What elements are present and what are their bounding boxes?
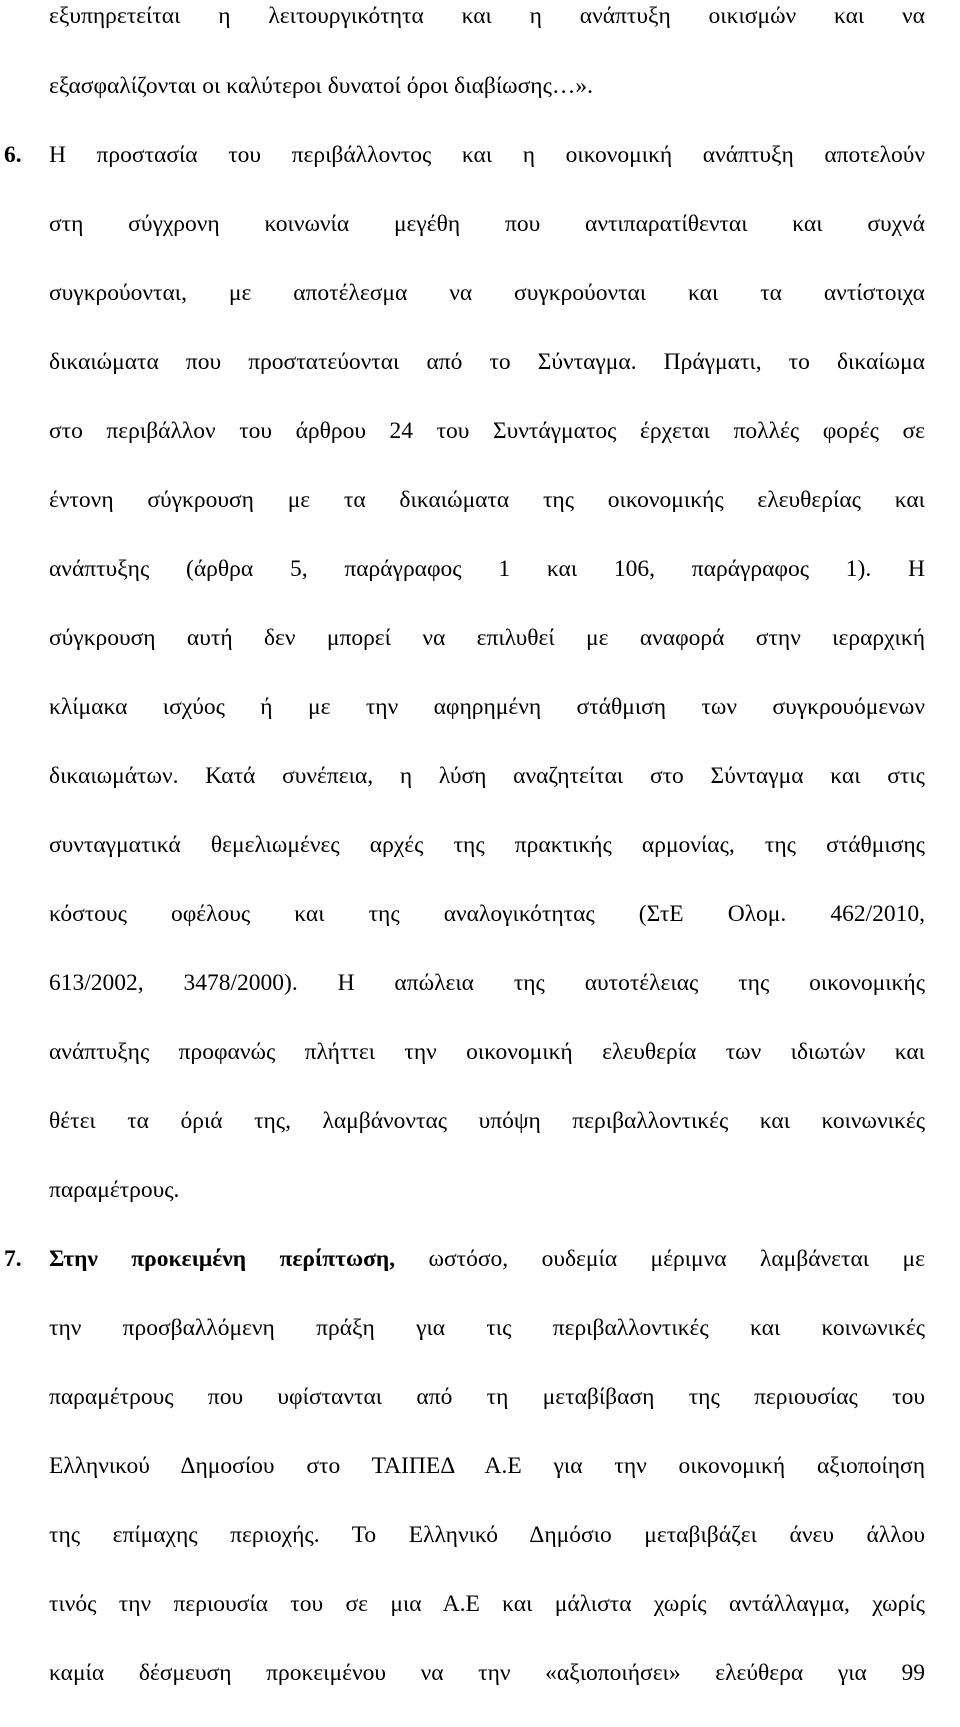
text-line: στη σύγχρονη κοινωνία μεγέθη που αντιπαρατίθενται και συχνά bbox=[49, 211, 925, 237]
text-line: ανάπτυξης (άρθρα 5, παράγραφος 1 και 106, παράγραφος 1). Η bbox=[49, 556, 925, 582]
text-line: εξασφαλίζονται οι καλύτεροι δυνατοί όροι διαβίωσης…». bbox=[49, 73, 594, 99]
text-line: σύγκρουση αυτή δεν μπορεί να επιλυθεί με αναφορά στην ιεραρχική bbox=[49, 625, 925, 651]
paragraph-number: 6. bbox=[4, 142, 22, 168]
text-line: καμία δέσμευση προκειμένου να την «αξιοποιήσει» ελεύθερα για 99 bbox=[49, 1660, 925, 1686]
text-line: παραμέτρους. bbox=[49, 1177, 180, 1203]
text-line: Η προστασία του περιβάλλοντος και η οικονομική ανάπτυξη αποτελούν bbox=[49, 142, 925, 168]
text-line: στο περιβάλλον του άρθρου 24 του Συντάγματος έρχεται πολλές φορές σε bbox=[49, 418, 925, 444]
text-line: κλίμακα ισχύος ή με την αφηρημένη στάθμιση των συγκρουόμενων bbox=[49, 694, 925, 720]
text-line: την προσβαλλόμενη πράξη για τις περιβαλλοντικές και κοινωνικές bbox=[49, 1315, 925, 1341]
text-line: της επίμαχης περιοχής. Το Ελληνικό Δημόσιο μεταβιβάζει άνευ άλλου bbox=[49, 1522, 925, 1548]
text-run: ωστόσο, ουδεμία μέριμνα λαμβάνεται με bbox=[395, 1246, 925, 1272]
text-line: κόστους οφέλους και της αναλογικότητας (ΣτΕ Ολομ. 462/2010, bbox=[49, 901, 925, 927]
text-line: τινός την περιουσία του σε μια Α.Ε και μάλιστα χωρίς αντάλλαγμα, χωρίς bbox=[49, 1591, 925, 1617]
paragraph-number: 7. bbox=[4, 1246, 22, 1272]
text-line: 613/2002, 3478/2000). Η απώλεια της αυτοτέλειας της οικονομικής bbox=[49, 970, 925, 996]
text-line: ανάπτυξης προφανώς πλήττει την οικονομική ελευθερία των ιδιωτών και bbox=[49, 1039, 925, 1065]
text-line: δικαιωμάτων. Κατά συνέπεια, η λύση αναζητείται στο Σύνταγμα και στις bbox=[49, 763, 925, 789]
text-line: θέτει τα όριά της, λαμβάνοντας υπόψη περιβαλλοντικές και κοινωνικές bbox=[49, 1108, 925, 1134]
text-line: συγκρούονται, με αποτέλεσμα να συγκρούονται και τα αντίστοιχα bbox=[49, 280, 925, 306]
text-line: έντονη σύγκρουση με τα δικαιώματα της οικονομικής ελευθερίας και bbox=[49, 487, 925, 513]
text-line: εξυπηρετείται η λειτουργικότητα και η ανάπτυξη οικισμών και να bbox=[49, 3, 925, 29]
bold-phrase: Στην προκειμένη περίπτωση, bbox=[49, 1246, 396, 1272]
text-line bbox=[49, 1239, 925, 1279]
text-line: παραμέτρους που υφίστανται από τη μεταβίβαση της περιουσίας του bbox=[49, 1384, 925, 1410]
text-line: συνταγματικά θεμελιωμένες αρχές της πρακτικής αρμονίας, της στάθμισης bbox=[49, 832, 925, 858]
text-line: Ελληνικού Δημοσίου στο ΤΑΙΠΕΔ Α.Ε για την οικονομική αξιοποίηση bbox=[49, 1453, 925, 1479]
text-line: δικαιώματα που προστατεύονται από το Σύνταγμα. Πράγματι, το δικαίωμα bbox=[49, 349, 925, 375]
